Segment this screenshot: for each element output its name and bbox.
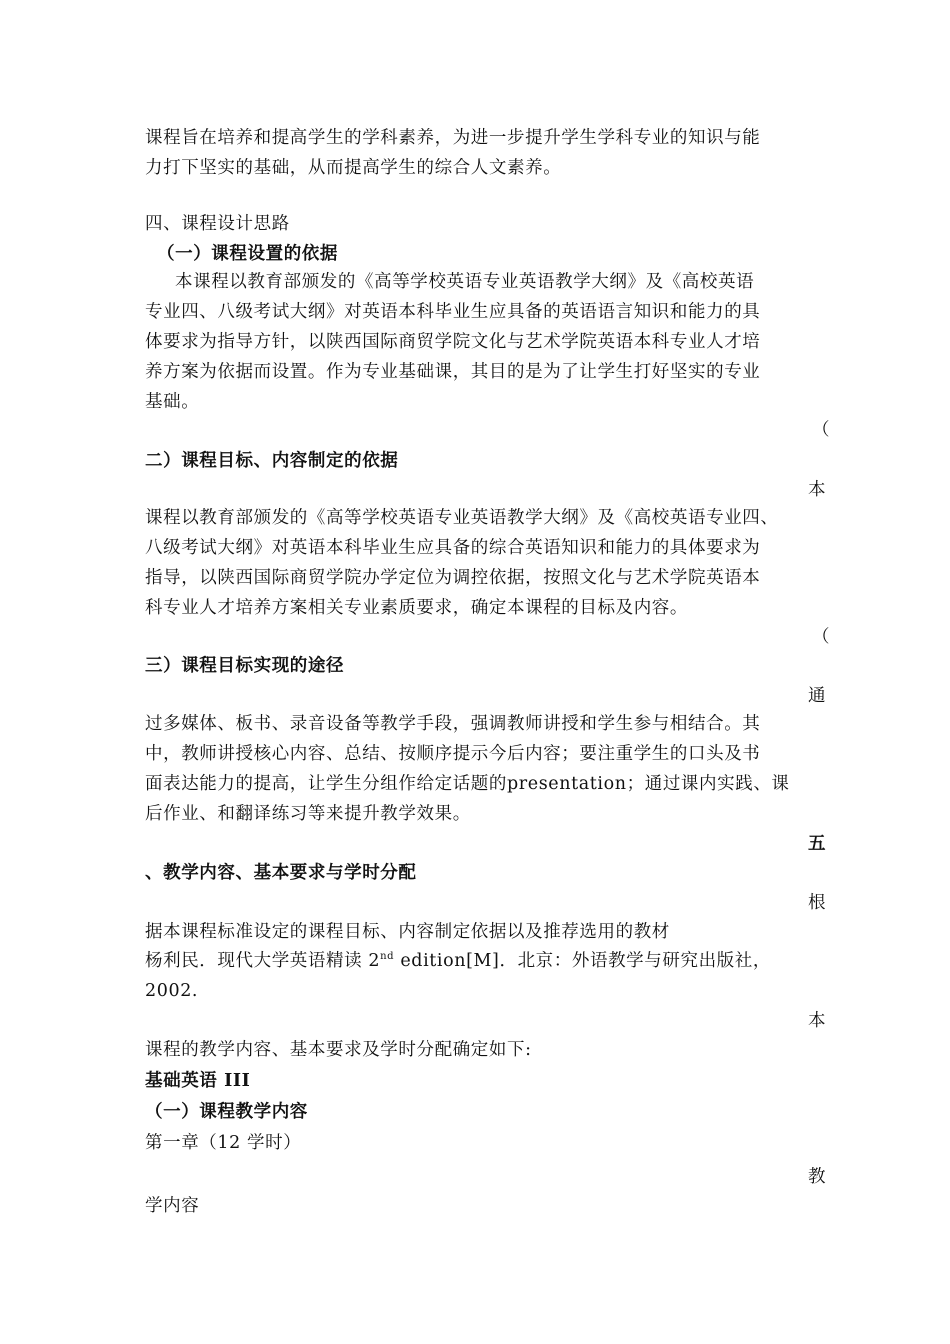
chapter-heading: 第一章（12 学时） [145,1133,302,1153]
right-fragment: 根 [808,893,826,913]
reference-superscript: nd [380,951,395,963]
section-heading: 、教学内容、基本要求与学时分配 [145,863,417,883]
reference-text: 杨利民．现代大学英语精读 2 [145,951,381,971]
subsection-heading: （一）课程教学内容 [145,1102,308,1122]
paragraph-line: 据本课程标准设定的课程目标、内容制定依据以及推荐选用的教材 [145,922,670,942]
right-fragment: （ [812,627,830,647]
subsection-heading: 三）课程目标实现的途径 [145,656,345,676]
reference-year: 2002. [145,981,199,1001]
paragraph-line: 课程的教学内容、基本要求及学时分配确定如下: [145,1040,532,1060]
section-heading: 四、课程设计思路 [145,214,290,234]
right-fragment: 五 [808,834,826,854]
right-fragment: 本 [808,1011,826,1031]
paragraph-line: 养方案为依据而设置。作为专业基础课，其目的是为了让学生打好坚实的专业 [145,362,761,382]
subsection-heading: （一）课程设置的依据 [157,244,338,264]
paragraph-line: 基础。 [145,392,200,412]
subsection-heading: 二）课程目标、内容制定的依据 [145,451,399,471]
paragraph-line: 后作业、和翻译练习等来提升教学效果。 [145,804,471,824]
paragraph-line: 本课程以教育部颁发的《高等学校英语专业英语教学大纲》及《高校英语 [175,272,755,292]
paragraph-line: 过多媒体、板书、录音设备等教学手段，强调教师讲授和学生参与相结合。其 [145,714,761,734]
paragraph-line: 力打下坚实的基础，从而提高学生的综合人文素养。 [145,158,562,178]
paragraph-line: 课程旨在培养和提高学生的学科素养，为进一步提升学生学科专业的知识与能 [145,128,761,148]
paragraph-line: 指导，以陕西国际商贸学院办学定位为调控依据，按照文化与艺术学院英语本 [145,568,761,588]
paragraph-line: 专业四、八级考试大纲》对英语本科毕业生应具备的英语语言知识和能力的具 [145,302,761,322]
paragraph-line: 面表达能力的提高，让学生分组作给定话题的presentation；通过课内实践、课 [145,774,790,794]
paragraph-line: 八级考试大纲》对英语本科毕业生应具备的综合英语知识和能力的具体要求为 [145,538,761,558]
right-fragment: 教 [808,1167,826,1187]
paragraph-line: 科专业人才培养方案相关专业素质要求，确定本课程的目标及内容。 [145,598,688,618]
right-fragment: 通 [808,686,826,706]
reference-text: edition[M]．北京：外语教学与研究出版社， [394,951,771,971]
paragraph-line: 学内容 [145,1196,200,1216]
reference-line [145,946,810,976]
right-fragment: 本 [808,480,826,500]
course-title: 基础英语 III [145,1071,251,1091]
paragraph-line: 体要求为指导方针，以陕西国际商贸学院文化与艺术学院英语本科专业人才培 [145,332,761,352]
paragraph-line: 课程以教育部颁发的《高等学校英语专业英语教学大纲》及《高校英语专业四、 [145,508,779,528]
paragraph-line: 中，教师讲授核心内容、总结、按顺序提示今后内容；要注重学生的口头及书 [145,744,761,764]
right-fragment: （ [812,420,830,440]
